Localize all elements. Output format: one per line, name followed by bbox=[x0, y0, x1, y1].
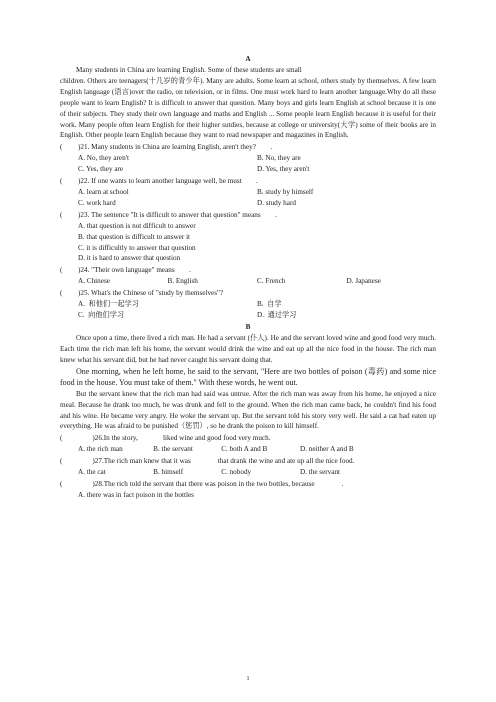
answer-option: D. neither A and B bbox=[299, 445, 354, 454]
answer-option: C. nobody bbox=[221, 468, 252, 477]
question-item bbox=[60, 479, 436, 501]
page-number: 1 bbox=[246, 676, 250, 682]
answer-blank: ( bbox=[60, 289, 63, 298]
answer-blank: ( bbox=[60, 457, 63, 466]
answer-blank: ( bbox=[60, 266, 63, 275]
question-item bbox=[60, 265, 436, 287]
passage-a-line1: Many students in China are learning English. Some of these students are small bbox=[76, 66, 302, 74]
question-stem: )22. If one wants to learn another language well, he must . bbox=[78, 177, 258, 186]
answer-blank: ( bbox=[60, 480, 63, 488]
answer-option: C. both A and B bbox=[221, 445, 268, 454]
answer-option: A. learn at school bbox=[78, 187, 129, 196]
question-stem: )24. "Their own language" means . bbox=[78, 266, 191, 275]
answer-option: A. No, they aren't bbox=[78, 154, 129, 163]
answer-option: B. 自学 bbox=[257, 300, 282, 309]
answer-option: B. study by himself bbox=[257, 187, 314, 196]
question-item bbox=[60, 142, 436, 175]
passage-a-body: children. Others are teenagers(十几岁的青少年). Many are adults. Some learn at school, others study by themselves. A few learn English language (语言)over the radio, on television, or in films. One must work hard to learn another language.Why do all these people want to learn English? It is difficult to answer that question. Many boys and girls learn English at school because it is one of their subjects. They study their own language and maths and English ... Some people learn English because it is useful for their work. Many people often learn English for their higher sutdies, because at college or university(大学) some of their books are in English. Other people learn English because they want to read newspaper and magazines in English. bbox=[60, 76, 436, 140]
question-stem: )27.The rich man knew that it was that drank the wine and ate up all the nice food. bbox=[78, 457, 355, 466]
answer-option: B. English bbox=[167, 277, 198, 286]
answer-blank: ( bbox=[60, 210, 63, 219]
passage-b-para2: One morning, when he left home, he said to the servant, "Here are two bottles of poison (毒药) and some nice food in the house. You must take of them." With these words, he went out. bbox=[60, 366, 436, 388]
answer-option: C. 向他们学习 bbox=[78, 310, 125, 319]
answer-option: C. French bbox=[257, 277, 286, 286]
answer-option: D. it is hard to answer that question bbox=[78, 254, 181, 263]
answer-option: C. work hard bbox=[78, 198, 116, 207]
question-item bbox=[60, 433, 436, 455]
answer-option: B. himself bbox=[153, 468, 184, 477]
answer-option: A. 和他们一起学习 bbox=[78, 300, 139, 309]
answer-option: D. 通过学习 bbox=[257, 310, 297, 319]
passage-b-para3: But the servant knew that the rich man had said was untrue. After the rich man was away from his home, he enjoyed a nice meal. Because he drank too much, he was drunk and fell to the ground. When the rich man came back, he couldn't find his food and his wine. He became very angry. He woke the servant up. But the servant told his story very well. He said a cat had eaten up everything. He was afraid to be punished（惩罚）, so he drank the poison to kill himself. bbox=[60, 389, 436, 431]
answer-option: A. there was in fact poison in the bottles bbox=[78, 490, 194, 499]
answer-option: C. Yes, they are bbox=[78, 165, 124, 174]
question-stem: )25. What's the Chinese of "study by themselves"? bbox=[78, 289, 224, 298]
answer-option: B. No, they are bbox=[257, 154, 301, 163]
answer-blank: ( bbox=[60, 434, 63, 443]
question-item bbox=[60, 288, 436, 321]
section-a-questions bbox=[60, 142, 436, 321]
section-b-title: B bbox=[245, 322, 251, 331]
answer-option: D. the servant bbox=[299, 468, 341, 477]
answer-option: A. the cat bbox=[78, 468, 106, 477]
question-stem: )26.In the story, liked wine and good food very much. bbox=[78, 434, 271, 443]
answer-blank: ( bbox=[60, 177, 63, 186]
section-b-questions bbox=[60, 433, 436, 500]
question-item bbox=[60, 456, 436, 478]
answer-option: D. study hard bbox=[257, 198, 296, 207]
question-item bbox=[60, 210, 436, 265]
document-page bbox=[60, 54, 436, 501]
answer-option: C. it is difficultly to answer that question bbox=[78, 243, 196, 252]
section-a-title: A bbox=[245, 55, 251, 63]
question-item bbox=[60, 176, 436, 209]
answer-option: A. Chinese bbox=[78, 277, 110, 286]
answer-option: A. that question is not difficult to answer bbox=[78, 221, 196, 230]
answer-option: B. that question is difficult to answer it bbox=[78, 232, 191, 241]
answer-option: B. the servant bbox=[153, 445, 193, 454]
passage-b-para1: Once upon a time, there lived a rich man. He had a servant (仆人). He and the servant loved wine and good food very much. Each time the rich man left his home, the servant would drink the wine and eat up all the nice food in the house. The rich man knew what his servant did, but he had never caught his servant doing that. bbox=[60, 333, 436, 364]
answer-option: A. the rich man bbox=[78, 445, 123, 454]
answer-option: D. Yes, they aren't bbox=[257, 165, 310, 174]
question-stem: )28.The rich told the servant that there was poison in the two bottles, because . bbox=[78, 480, 344, 488]
answer-blank: ( bbox=[60, 143, 63, 152]
answer-option: D. Japanese bbox=[346, 277, 381, 286]
question-stem: )21. Many students in China are learning English, aren't they? . bbox=[78, 143, 273, 152]
question-stem: )23. The sentence "It is difficult to answer that question" means . bbox=[78, 210, 277, 219]
